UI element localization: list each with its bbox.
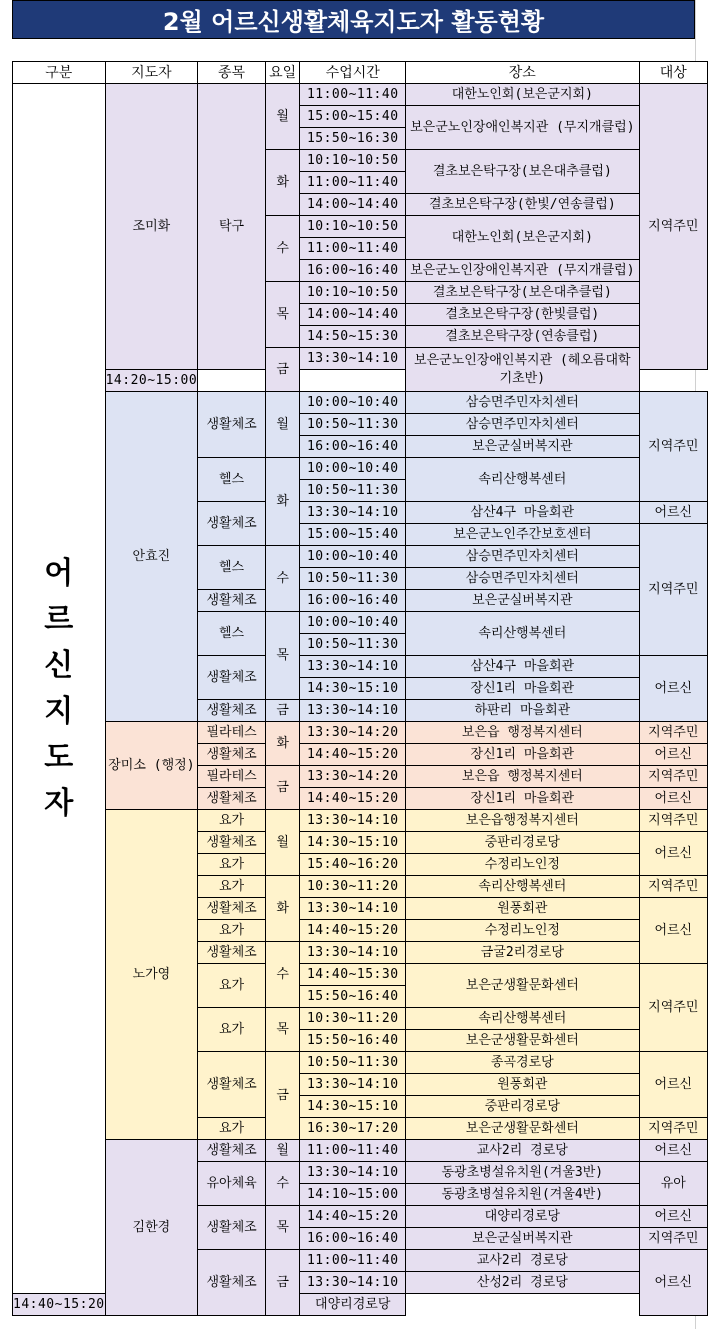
target-cell: 지역주민 [639,392,707,502]
time-cell: 14:30~15:10 [300,832,406,854]
place-cell: 동광초병설유치원(겨울3반) [406,1162,639,1184]
time-cell: 10:00~10:40 [300,546,406,568]
place-cell: 보은군노인주간보호센터 [406,524,639,546]
target-cell: 지역주민 [639,1118,707,1140]
instructor-cell: 노가영 [105,810,198,1140]
time-cell: 10:50~11:30 [300,414,406,436]
place-cell: 결초보은탁구장(보은대추클럽) [406,282,639,304]
time-cell: 11:00~11:40 [300,172,406,194]
place-cell: 결초보은탁구장(연송클럽) [406,326,639,348]
place-cell: 보은군노인장애인복지관 (무지개클럽) [406,260,639,282]
day-cell: 금 [265,766,299,810]
time-cell: 10:50~11:30 [300,480,406,502]
place-cell: 보은군실버복지관 [406,436,639,458]
target-cell: 지역주민 [639,722,707,744]
target-cell: 어르신 [639,1250,707,1316]
day-cell: 금 [265,700,299,722]
day-cell: 목 [265,282,299,348]
place-cell: 원풍회관 [406,1074,639,1096]
category-cell [13,84,106,1294]
time-cell: 13:30~14:10 [300,502,406,524]
place-cell: 보은군실버복지관 [406,590,639,612]
place-cell: 삼산4구 마을회관 [406,502,639,524]
table-row [13,84,708,106]
place-cell: 중판리경로당 [406,1096,639,1118]
place-cell: 삼승면주민자치센터 [406,568,639,590]
sport-cell: 헬스 [198,612,266,656]
category-label: 어 르 신 지 도 자 [44,555,74,821]
time-cell: 16:00~16:40 [300,260,406,282]
header-time: 수업시간 [300,62,406,84]
target-cell: 지역주민 [639,766,707,788]
place-cell: 수정리노인정 [406,920,639,942]
place-cell: 교사2리 경로당 [406,1250,639,1272]
time-cell: 14:30~15:10 [300,678,406,700]
day-cell: 월 [265,84,299,150]
target-cell: 유아 [639,1162,707,1206]
place-cell: 삼산4구 마을회관 [406,656,639,678]
place-cell: 결초보은탁구장(한빛/연송클럽) [406,194,639,216]
day-cell: 월 [265,1140,299,1162]
time-cell: 10:50~11:30 [300,634,406,656]
time-cell: 13:30~14:10 [300,1162,406,1184]
time-cell: 16:00~16:40 [300,590,406,612]
target-cell: 어르신 [639,1206,707,1228]
place-cell: 속리산행복센터 [406,458,639,502]
time-cell: 11:00~11:40 [300,84,406,106]
sport-cell: 생활체조 [198,1140,266,1162]
place-cell: 보은군실버복지관 [406,1228,639,1250]
place-cell: 보은군생활문화센터 [406,1118,639,1140]
header-row [13,62,708,84]
header-day: 요일 [265,62,299,84]
day-cell: 월 [265,810,299,876]
header-target: 대상 [639,62,707,84]
place-cell: 보은군노인장애인복지관 (헤오름대학 기초반) [406,348,639,392]
place-cell: 보은군노인장애인복지관 (무지개클럽) [406,106,639,150]
table-row [13,1140,708,1162]
place-cell: 대한노인회(보은군지회) [406,216,639,260]
sport-cell: 생활체조 [198,1250,266,1316]
target-cell: 지역주민 [639,964,707,1052]
time-cell: 14:20~15:00 [105,370,198,392]
time-cell: 15:50~16:40 [300,1030,406,1052]
header-category: 구분 [13,62,106,84]
place-cell: 속리산행복센터 [406,612,639,656]
sport-cell: 탁구 [198,84,266,370]
time-cell: 14:30~15:10 [300,1096,406,1118]
sport-cell: 생활체조 [198,744,266,766]
target-cell: 지역주민 [639,524,707,656]
time-cell: 16:30~17:20 [300,1118,406,1140]
sport-cell: 생활체조 [198,898,266,920]
time-cell: 16:00~16:40 [300,1228,406,1250]
instructor-cell: 안효진 [105,392,198,722]
instructor-cell: 장미소 (행정) [105,722,198,810]
time-cell: 15:00~15:40 [300,524,406,546]
place-cell: 삼승면주민자치센터 [406,414,639,436]
place-cell: 보은군생활문화센터 [406,1030,639,1052]
time-cell: 13:30~14:10 [300,656,406,678]
place-cell: 대한노인회(보은군지회) [406,84,639,106]
target-cell: 지역주민 [639,876,707,898]
sport-cell: 생활체조 [198,502,266,546]
place-cell: 보은읍 행정복지센터 [406,722,639,744]
place-cell: 삼승면주민자치센터 [406,546,639,568]
time-cell: 13:30~14:10 [300,810,406,832]
time-cell: 13:30~14:20 [300,766,406,788]
place-cell: 대양리경로당 [406,1206,639,1228]
place-cell: 대양리경로당 [300,1294,406,1316]
place-cell: 보은읍행정복지센터 [406,810,639,832]
sport-cell: 요가 [198,964,266,1008]
sport-cell: 생활체조 [198,700,266,722]
target-cell: 어르신 [639,788,707,810]
sport-cell: 요가 [198,1008,266,1052]
instructor-cell: 조미화 [105,84,198,370]
target-cell: 지역주민 [639,1228,707,1250]
time-cell: 10:00~10:40 [300,612,406,634]
time-cell: 10:10~10:50 [300,150,406,172]
place-cell: 종곡경로당 [406,1052,639,1074]
day-cell: 수 [265,546,299,612]
sport-cell: 생활체조 [198,832,266,854]
time-cell: 14:40~15:20 [300,1206,406,1228]
target-cell: 어르신 [639,502,707,524]
place-cell: 산성2리 경로당 [406,1272,639,1294]
day-cell: 금 [265,1250,299,1316]
time-cell: 14:40~15:20 [13,1294,106,1316]
day-cell: 월 [265,392,299,458]
time-cell: 15:50~16:30 [300,128,406,150]
sport-cell: 헬스 [198,546,266,590]
place-cell: 보은군생활문화센터 [406,964,639,1008]
place-cell: 장신1리 마을회관 [406,678,639,700]
time-cell: 14:00~14:40 [300,194,406,216]
time-cell: 14:00~14:40 [300,304,406,326]
instructor-cell: 김한경 [105,1140,198,1316]
place-cell: 장신1리 마을회관 [406,744,639,766]
day-cell: 화 [265,876,299,942]
time-cell: 15:40~16:20 [300,854,406,876]
time-cell: 16:00~16:40 [300,436,406,458]
target-cell: 어르신 [639,832,707,876]
place-cell: 결초보은탁구장(보은대추클럽) [406,150,639,194]
place-cell: 하판리 마을회관 [406,700,639,722]
sport-cell: 헬스 [198,458,266,502]
place-cell: 수정리노인정 [406,854,639,876]
sport-cell: 필라테스 [198,766,266,788]
target-cell: 어르신 [639,898,707,964]
header-sport: 종목 [198,62,266,84]
day-cell: 목 [265,1008,299,1052]
time-cell: 14:10~15:00 [300,1184,406,1206]
place-cell: 중판리경로당 [406,832,639,854]
time-cell: 10:30~11:20 [300,876,406,898]
time-cell: 10:50~11:30 [300,568,406,590]
time-cell: 10:10~10:50 [300,216,406,238]
sport-cell: 생활체조 [198,392,266,458]
time-cell: 10:10~10:50 [300,282,406,304]
time-cell: 10:50~11:30 [300,1052,406,1074]
header-instructor: 지도자 [105,62,198,84]
sport-cell: 생활체조 [198,656,266,700]
table-row [13,392,708,414]
time-cell: 10:30~11:20 [300,1008,406,1030]
table-row [13,722,708,744]
place-cell: 교사2리 경로당 [406,1140,639,1162]
time-cell: 10:00~10:40 [300,392,406,414]
time-cell: 11:00~11:40 [300,238,406,260]
day-cell: 화 [265,722,299,766]
target-cell: 어르신 [639,656,707,722]
time-cell: 11:00~11:40 [300,1250,406,1272]
time-cell: 13:30~14:10 [300,348,406,370]
time-cell: 11:00~11:40 [300,1140,406,1162]
day-cell: 화 [265,458,299,546]
target-cell: 어르신 [639,744,707,766]
place-cell: 속리산행복센터 [406,1008,639,1030]
sport-cell: 요가 [198,1118,266,1140]
sport-cell: 요가 [198,876,266,898]
day-cell: 화 [265,150,299,216]
sport-cell: 생활체조 [198,1052,266,1118]
target-cell: 어르신 [639,1140,707,1162]
time-cell: 14:40~15:30 [300,964,406,986]
place-cell: 결초보은탁구장(한빛클럽) [406,304,639,326]
time-cell: 13:30~14:10 [300,1272,406,1294]
time-cell: 14:50~15:30 [300,326,406,348]
time-cell: 13:30~14:20 [300,722,406,744]
activity-table [12,61,708,1316]
target-cell: 지역주민 [639,810,707,832]
table-row [13,810,708,832]
place-cell: 삼승면주민자치센터 [406,392,639,414]
day-cell: 수 [265,1162,299,1206]
target-cell: 어르신 [639,1052,707,1118]
sport-cell: 요가 [198,920,266,942]
place-cell: 보은읍 행정복지센터 [406,766,639,788]
day-cell: 수 [265,942,299,1008]
sport-cell: 생활체조 [198,1206,266,1250]
sport-cell: 유아체육 [198,1162,266,1206]
header-place: 장소 [406,62,639,84]
day-cell: 목 [265,1206,299,1250]
day-cell: 금 [265,348,299,392]
time-cell: 14:40~15:20 [300,744,406,766]
day-cell: 수 [265,216,299,282]
sport-cell: 필라테스 [198,722,266,744]
place-cell: 원풍회관 [406,898,639,920]
time-cell: 10:00~10:40 [300,458,406,480]
time-cell: 14:40~15:20 [300,788,406,810]
time-cell: 14:40~15:20 [300,920,406,942]
place-cell: 금굴2리경로당 [406,942,639,964]
time-cell: 13:30~14:10 [300,898,406,920]
day-cell: 금 [265,1052,299,1140]
place-cell: 동광초병설유치원(겨울4반) [406,1184,639,1206]
sport-cell: 요가 [198,854,266,876]
day-cell: 목 [265,612,299,700]
page-title: 2월 어르신생활체육지도자 활동현황 [12,0,695,39]
place-cell: 속리산행복센터 [406,876,639,898]
place-cell: 장신1리 마을회관 [406,788,639,810]
sport-cell: 생활체조 [198,942,266,964]
time-cell: 15:00~15:40 [300,106,406,128]
sport-cell: 생활체조 [198,788,266,810]
time-cell: 13:30~14:10 [300,942,406,964]
target-cell: 지역주민 [639,84,707,370]
time-cell: 13:30~14:10 [300,700,406,722]
sport-cell: 생활체조 [198,590,266,612]
time-cell: 13:30~14:10 [300,1074,406,1096]
time-cell: 15:50~16:40 [300,986,406,1008]
sport-cell: 요가 [198,810,266,832]
